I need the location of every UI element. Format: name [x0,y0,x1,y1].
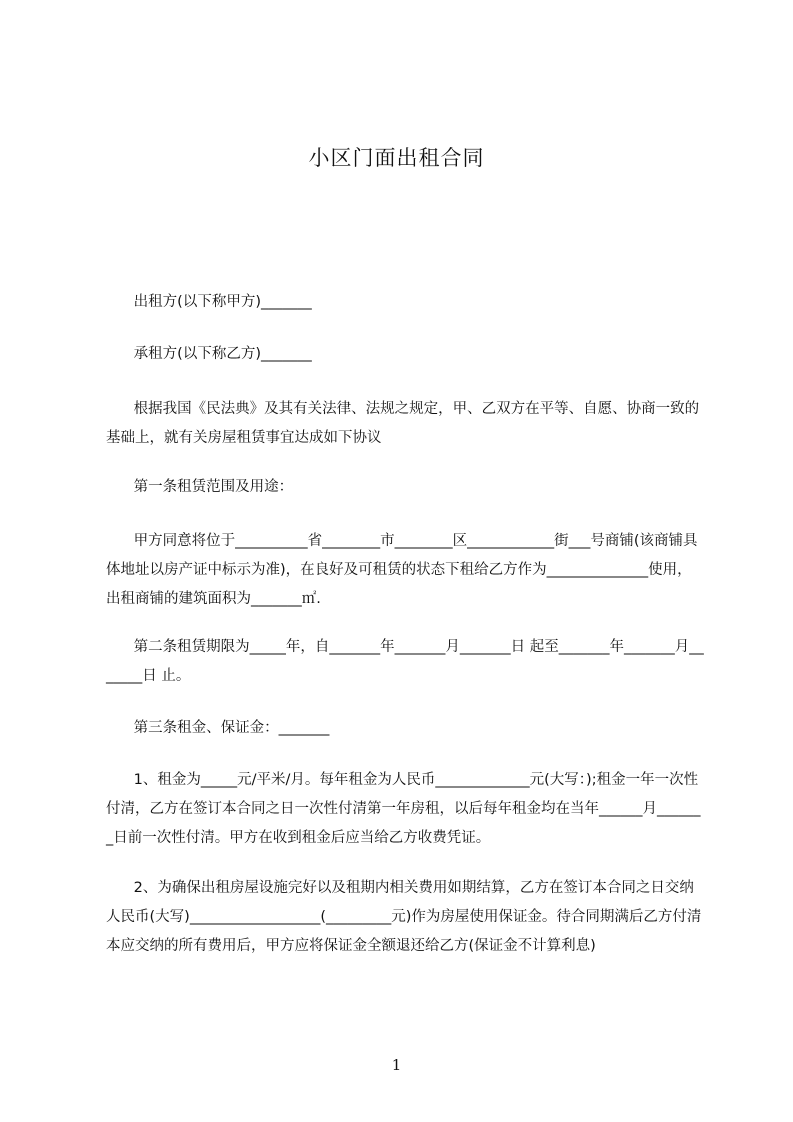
paragraph-lessor: 出租方(以下称甲方)_______ [106,294,312,310]
article-3-rent-clause: 1、租金为_____元/平米/月。每年租金为人民币_____________元(大写：);租金一年一次性付清，乙方在签订本合同之日一次性付清第一年房租，以后每年租金均在当年______月_______日前一次性付清。甲方在收到租金后应当给乙方收费凭证。 [106,772,701,846]
article-3-heading: 第三条租金、保证金：_______ [106,720,330,736]
page-number: 1 [391,1056,402,1074]
paragraph-preamble: 根据我国《民法典》及其有关法律、法规之规定，甲、乙双方在平等、自愿、协商一致的基础上，就有关房屋租赁事宜达成如下协议 [106,401,700,446]
article-2-term: 第二条租赁期限为_____年，自_______年_______月_______日 起至_______年_______月_______日 止。 [106,639,704,684]
document-title: 小区门面出租合同 [308,146,485,170]
article-1-body: 甲方同意将位于__________省________市________区____________街___号商铺(该商铺具体地址以房产证中标示为准)，在良好及可租赁的状态下租给乙方作为______________使用，出租商铺的建筑面积为_______㎡. [106,533,698,607]
article-3-deposit-clause: 2、为确保出租房屋设施完好以及租期内相关费用如期结算，乙方在签订本合同之日交纳人民币(大写)__________________(_________元)作为房屋使用保证金。待合同期满后乙方付清本应交纳的所有费用后，甲方应将保证金全额退还给乙方(保证金不计算利息) [106,880,702,954]
article-1-heading: 第一条租赁范围及用途： [106,479,294,495]
paragraph-lessee: 承租方(以下称乙方)_______ [106,346,312,362]
